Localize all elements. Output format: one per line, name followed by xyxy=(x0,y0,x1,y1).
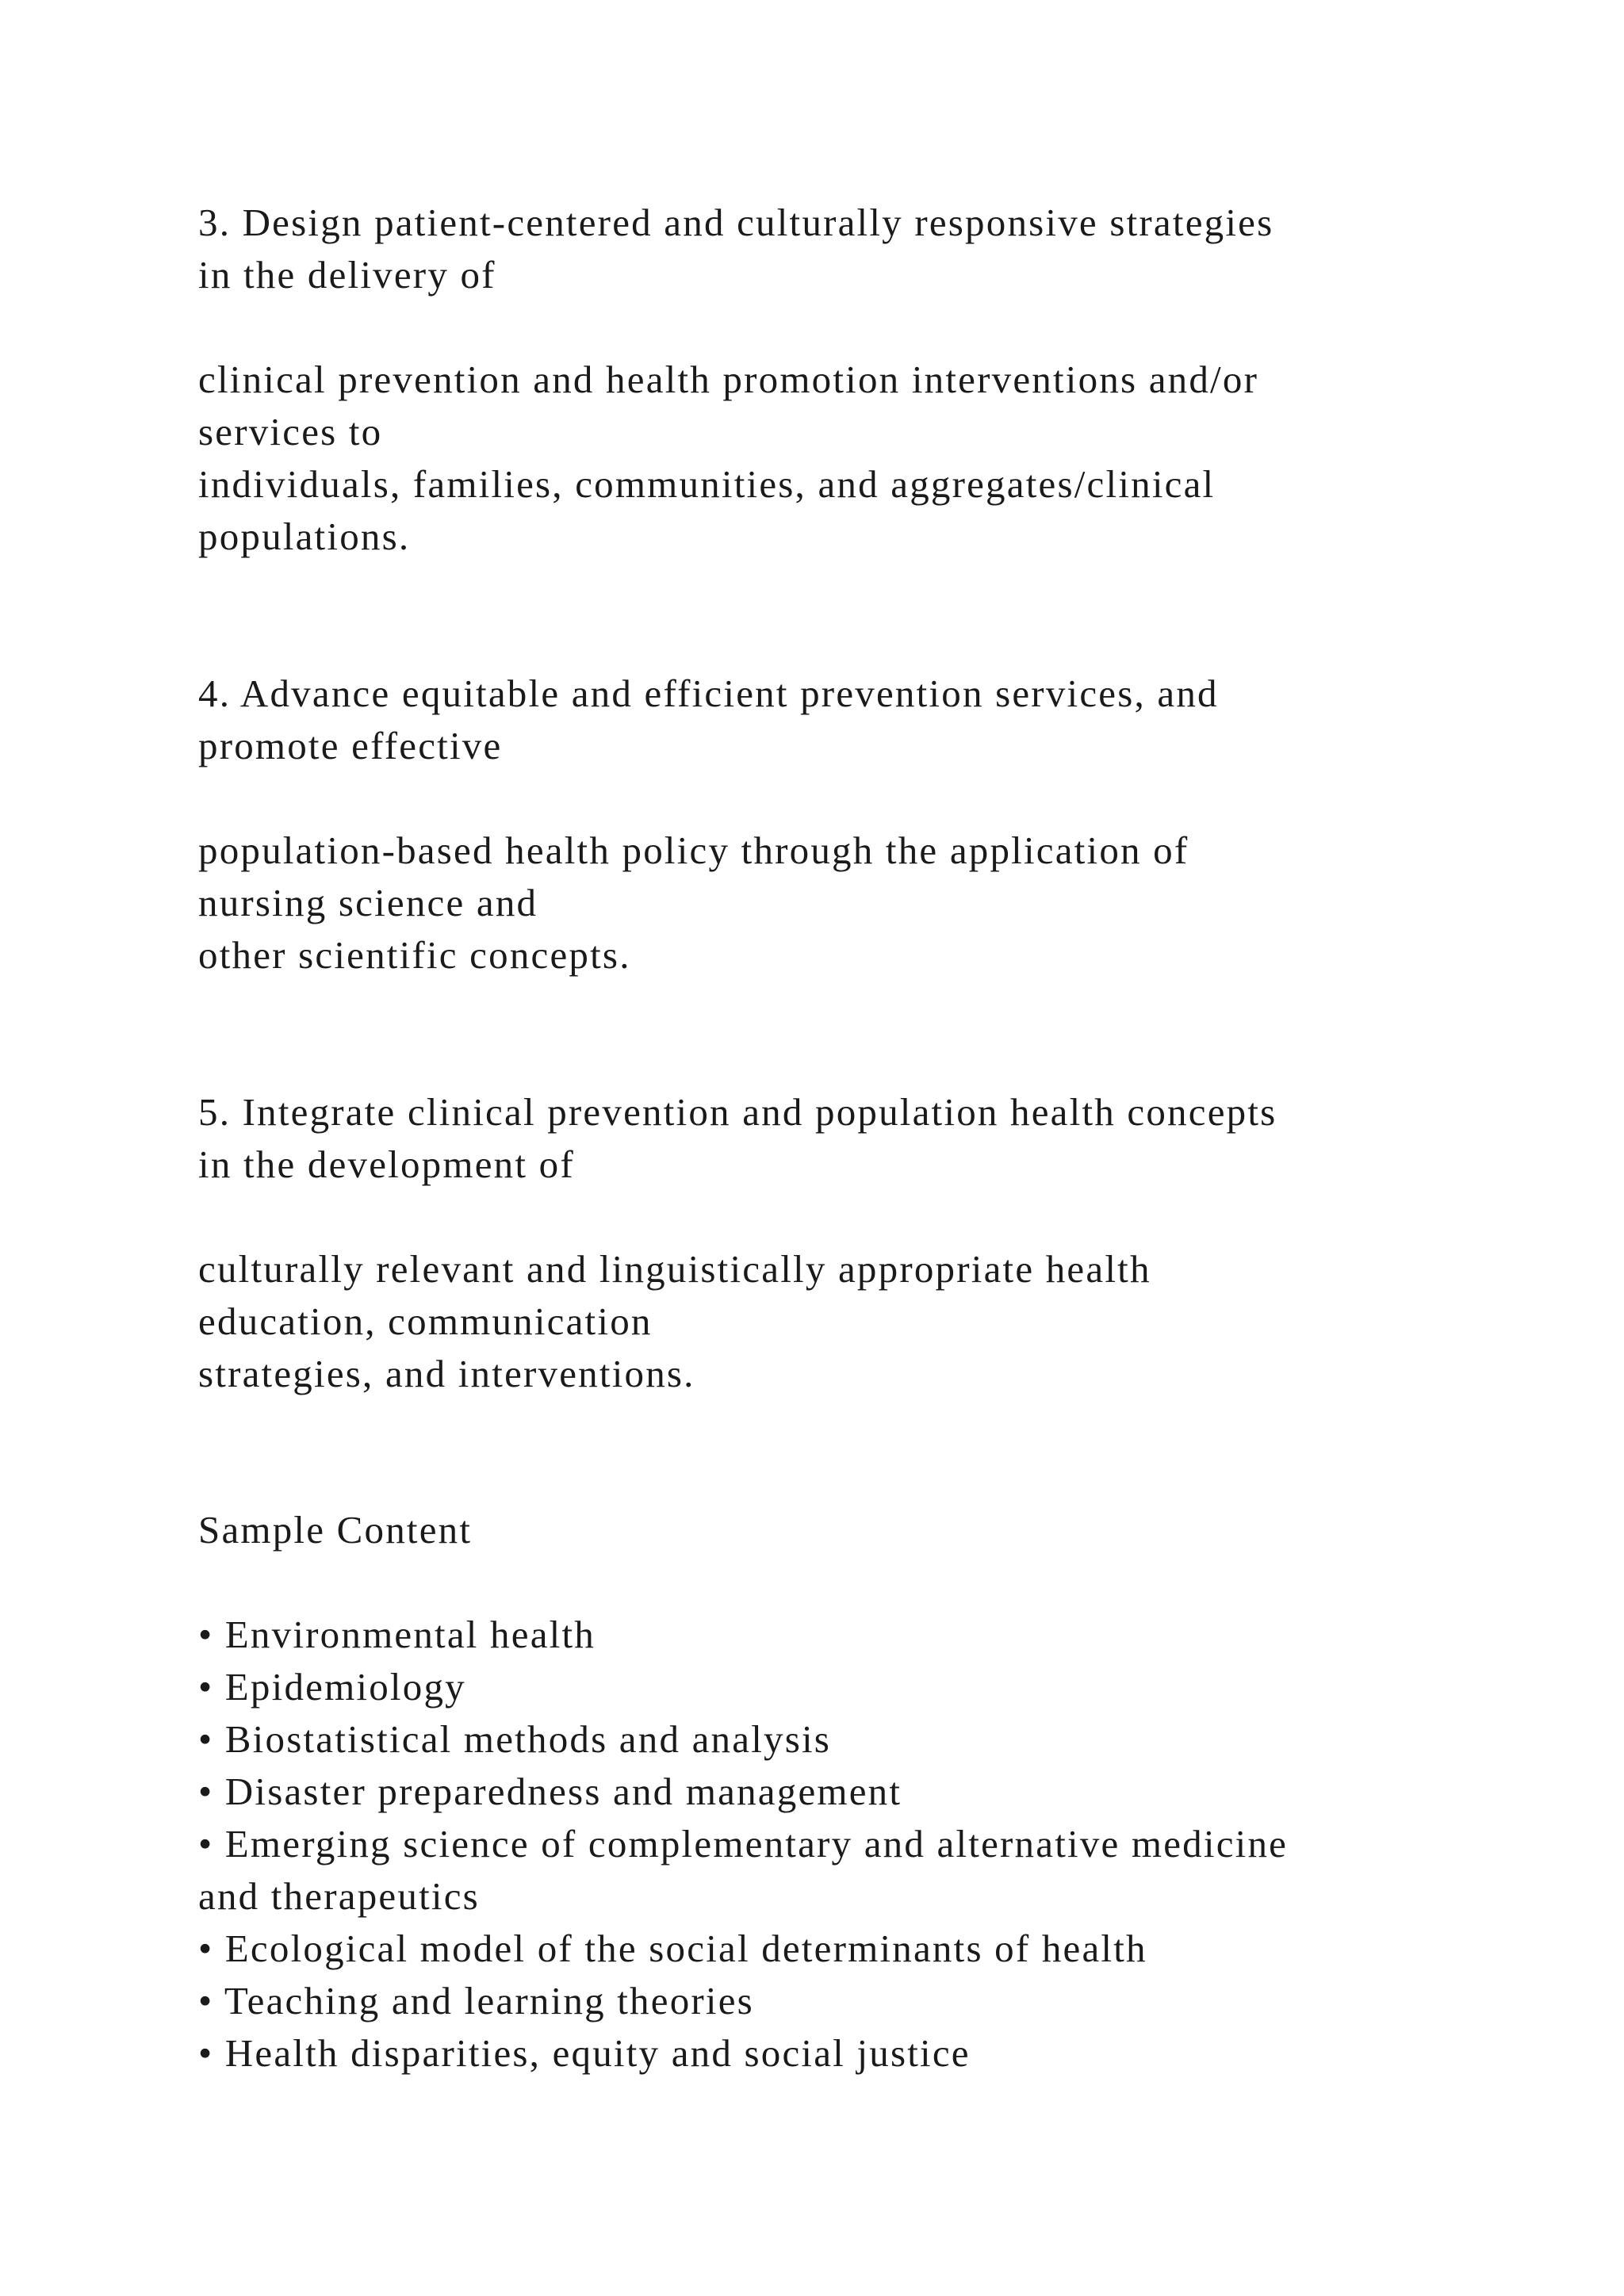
text-line: promote effective xyxy=(198,724,503,767)
list-item: • Teaching and learning theories xyxy=(198,1979,754,2022)
list-item: • Ecological model of the social determinants of health xyxy=(198,1927,1147,1970)
list-item: • Disaster preparedness and management xyxy=(198,1770,902,1813)
text-line: 3. Design patient-centered and culturally responsive strategies xyxy=(198,201,1274,244)
text-line: clinical prevention and health promotion interventions and/or xyxy=(198,358,1259,401)
text-line: in the development of xyxy=(198,1142,575,1186)
objective-3-body xyxy=(198,354,1507,563)
text-line: individuals, families, communities, and aggregates/clinical xyxy=(198,462,1216,506)
objective-4-title xyxy=(198,668,1507,772)
section-heading: Sample Content xyxy=(198,1508,473,1552)
text-line: in the delivery of xyxy=(198,253,496,297)
sample-content-list xyxy=(198,1609,1507,2080)
list-item: • Epidemiology xyxy=(198,1665,466,1709)
text-line: 5. Integrate clinical prevention and population health concepts xyxy=(198,1090,1277,1134)
list-item: • Environmental health xyxy=(198,1613,596,1656)
text-line: education, communication xyxy=(198,1299,653,1343)
text-line: 4. Advance equitable and efficient prevention services, and xyxy=(198,672,1219,715)
objective-5-title xyxy=(198,1086,1507,1191)
text-line: nursing science and xyxy=(198,881,538,924)
text-line: strategies, and interventions. xyxy=(198,1352,695,1395)
list-item: • Biostatistical methods and analysis xyxy=(198,1717,832,1761)
objective-3-title xyxy=(198,197,1507,301)
text-line: populations. xyxy=(198,515,411,558)
text-line: culturally relevant and linguistically appropriate health xyxy=(198,1247,1151,1291)
list-item: and therapeutics xyxy=(198,1874,480,1918)
list-item: • Health disparities, equity and social justice xyxy=(198,2031,971,2075)
text-line: population-based health policy through the application of xyxy=(198,828,1189,872)
text-line: services to xyxy=(198,410,383,453)
objective-5-body xyxy=(198,1243,1507,1400)
objective-4-body xyxy=(198,825,1507,982)
list-item: • Emerging science of complementary and alternative medicine xyxy=(198,1822,1289,1866)
text-line: other scientific concepts. xyxy=(198,933,631,977)
sample-content-heading xyxy=(198,1504,1507,1556)
